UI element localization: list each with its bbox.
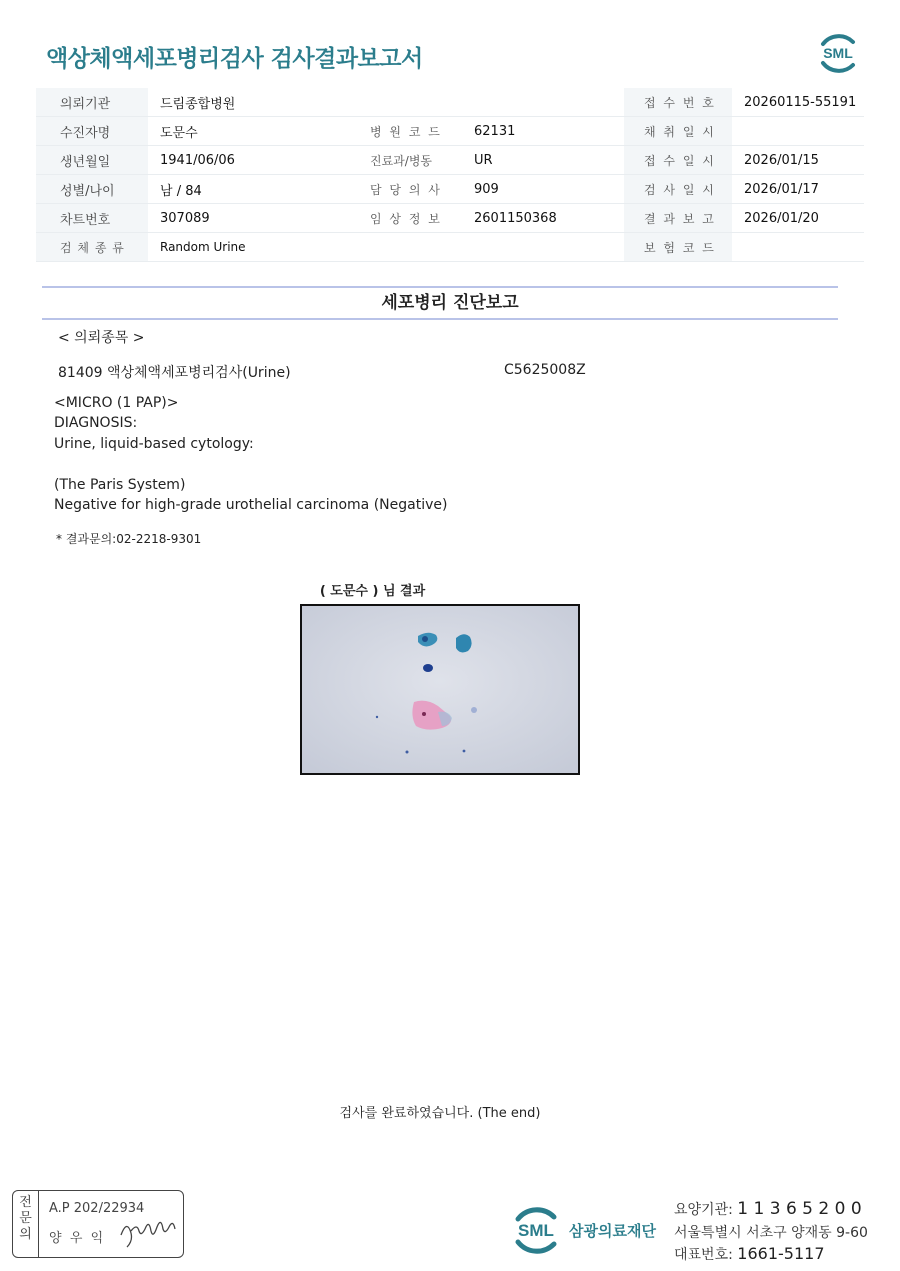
- info-value: 2026/01/20: [732, 204, 864, 233]
- info-value: 남 / 84: [148, 175, 350, 204]
- info-value: 62131: [462, 117, 624, 146]
- info-label: 의뢰기관: [36, 88, 148, 117]
- order-item: 81409 액상체액세포병리검사(Urine): [58, 365, 291, 381]
- info-value: 307089: [148, 204, 350, 233]
- cell-image-icon: [302, 606, 578, 773]
- sml-footer-logo-icon: [508, 1202, 564, 1258]
- sml-logo-text: SML: [823, 45, 853, 61]
- report-line: (The Paris System): [54, 477, 186, 493]
- info-label: [350, 233, 462, 262]
- report-line: DIAGNOSIS:: [54, 415, 138, 431]
- info-value: 909: [462, 175, 624, 204]
- image-caption: ( 도문수 ) 님 결과: [319, 584, 426, 599]
- info-label: 채 취 일 시: [624, 117, 732, 146]
- sml-logo-icon: [815, 30, 861, 76]
- info-value: UR: [462, 146, 624, 175]
- footer-code-row: [674, 1199, 862, 1219]
- stamp-side-char: 문: [19, 1211, 32, 1226]
- info-label: 결 과 보 고: [624, 204, 732, 233]
- info-label: 병 원 코 드: [350, 117, 462, 146]
- signature-icon: [117, 1209, 183, 1251]
- info-value: [732, 233, 864, 262]
- footer-phone-row: [674, 1244, 825, 1264]
- info-row: [36, 88, 864, 117]
- info-row: [36, 204, 864, 233]
- footer-logo-text: SML: [518, 1221, 554, 1240]
- section-title: 세포병리 진단보고: [381, 293, 519, 313]
- info-label: [350, 88, 462, 117]
- phone-value: 1661-5117: [737, 1244, 825, 1263]
- phone-label: 대표번호:: [674, 1247, 733, 1263]
- info-value: 20260115-55191: [732, 88, 864, 117]
- info-value: 도문수: [148, 117, 350, 146]
- info-label: 진료과/병동: [350, 146, 462, 175]
- info-value: Random Urine: [148, 233, 350, 262]
- info-label: 검 사 일 시: [624, 175, 732, 204]
- order-header: < 의뢰종목 >: [58, 330, 145, 346]
- info-label: 차트번호: [36, 204, 148, 233]
- info-label: 검 체 종 류: [36, 233, 148, 262]
- info-label: 접 수 번 호: [624, 88, 732, 117]
- report-line: <MICRO (1 PAP)>: [54, 395, 179, 411]
- info-label: 생년월일: [36, 146, 148, 175]
- info-value: [462, 233, 624, 262]
- report-title: 액상체액세포병리검사 검사결과보고서: [46, 46, 423, 72]
- info-row: [36, 175, 864, 204]
- info-row: [36, 233, 864, 262]
- info-row: [36, 117, 864, 146]
- info-value: 2601150368: [462, 204, 624, 233]
- info-value: 드림종합병원: [148, 88, 350, 117]
- stamp-side-label: [13, 1191, 39, 1257]
- report-line: Negative for high-grade urothelial carcinoma (Negative): [54, 497, 448, 513]
- info-label: 수진자명: [36, 117, 148, 146]
- info-label: 접 수 일 시: [624, 146, 732, 175]
- info-value: [462, 88, 624, 117]
- section-rule-bottom: [42, 318, 838, 320]
- end-text: 검사를 완료하였습니다. (The end): [339, 1106, 541, 1121]
- stamp-name: 양 우 익: [49, 1231, 104, 1246]
- stamp-side-char: 의: [19, 1227, 32, 1242]
- info-value: [732, 117, 864, 146]
- report-line: Urine, liquid-based cytology:: [54, 436, 254, 452]
- code-label: 요양기관:: [674, 1202, 733, 1218]
- stamp-license: A.P 202/22934: [49, 1201, 145, 1216]
- inquiry-text: * 결과문의:02-2218-9301: [56, 532, 202, 546]
- info-label: 성별/나이: [36, 175, 148, 204]
- info-value: 1941/06/06: [148, 146, 350, 175]
- info-row: [36, 146, 864, 175]
- info-label: 보 험 코 드: [624, 233, 732, 262]
- info-value: 2026/01/15: [732, 146, 864, 175]
- code-value: 1 1 3 6 5 2 0 0: [737, 1199, 862, 1219]
- pathologist-stamp: [12, 1190, 184, 1258]
- stamp-side-char: 전: [19, 1195, 32, 1210]
- order-code: C5625008Z: [504, 362, 586, 378]
- info-value: 2026/01/17: [732, 175, 864, 204]
- org-name: 삼광의료재단: [569, 1222, 656, 1240]
- footer-address: 서울특별시 서초구 양재동 9-60: [674, 1225, 868, 1241]
- cytology-micrograph: [300, 604, 580, 775]
- info-label: 임 상 정 보: [350, 204, 462, 233]
- patient-info-table: [36, 88, 864, 262]
- info-label: 담 당 의 사: [350, 175, 462, 204]
